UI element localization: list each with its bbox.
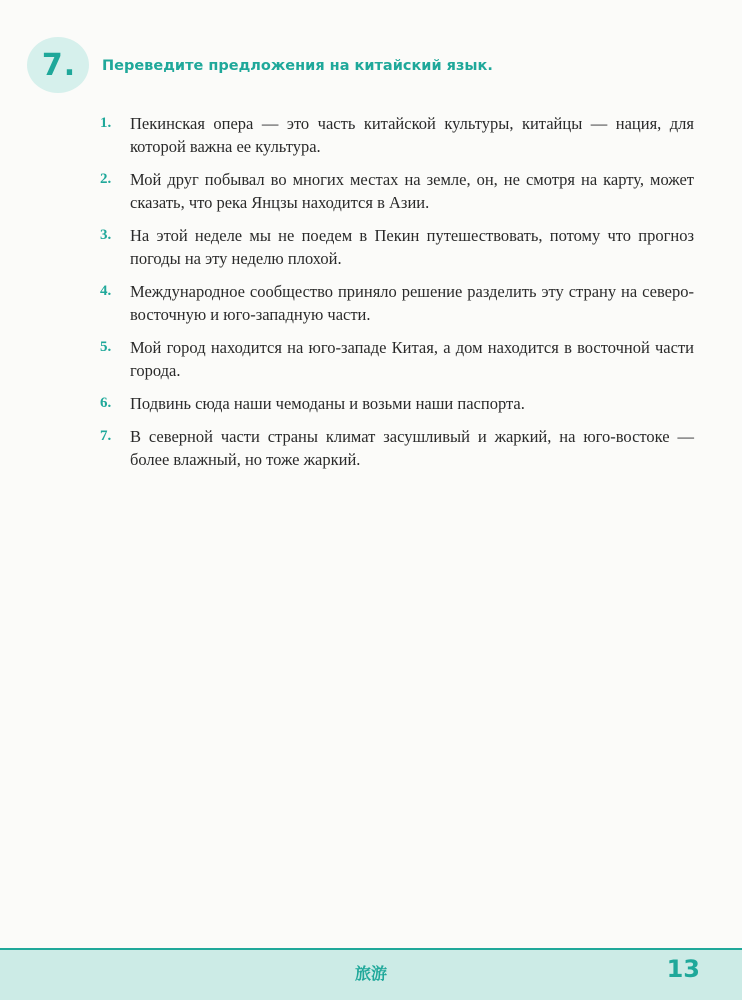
item-text: В северной части страны климат засушливый и жаркий, на юго-востоке — более влажный, но тоже жаркий. [130,427,694,469]
list-item [100,224,694,270]
list-item [100,425,694,471]
item-number: 3. [100,227,112,243]
list-item [100,112,694,158]
item-number: 6. [100,395,112,411]
item-number: 7. [100,428,112,444]
item-number: 2. [100,171,112,187]
list-item [100,280,694,326]
item-number: 5. [100,339,112,355]
item-number: 1. [100,115,112,131]
footer-chapter-title: 旅游 [354,964,387,983]
item-text: Мой друг побывал во многих местах на земле, он, не смотря на карту, может сказать, что река Янцзы находится в Азии. [130,170,694,212]
item-text: Международное сообщество приняло решение разделить эту страну на северо-восточную и юго-западную части. [130,282,694,324]
exercise-number: 7. [41,47,77,83]
page-number: 13 [666,955,700,983]
item-text: Подвинь сюда наши чемоданы и возьми наши паспорта. [130,394,525,413]
item-text: На этой неделе мы не поедем в Пекин путешествовать, потому что прогноз погоды на эту неделю плохой. [130,226,694,268]
item-number: 4. [100,283,112,299]
list-item [100,336,694,382]
item-text: Мой город находится на юго-западе Китая, а дом находится в восточной части города. [130,338,694,380]
sentence-list [100,112,694,481]
item-text: Пекинская опера — это часть китайской культуры, китайцы — нация, для которой важна ее культура. [130,114,694,156]
exercise-number-badge [27,37,89,93]
list-item [100,392,694,415]
page-footer [0,948,742,1000]
list-item [100,168,694,214]
exercise-title: Переведите предложения на китайский язык. [102,58,493,74]
